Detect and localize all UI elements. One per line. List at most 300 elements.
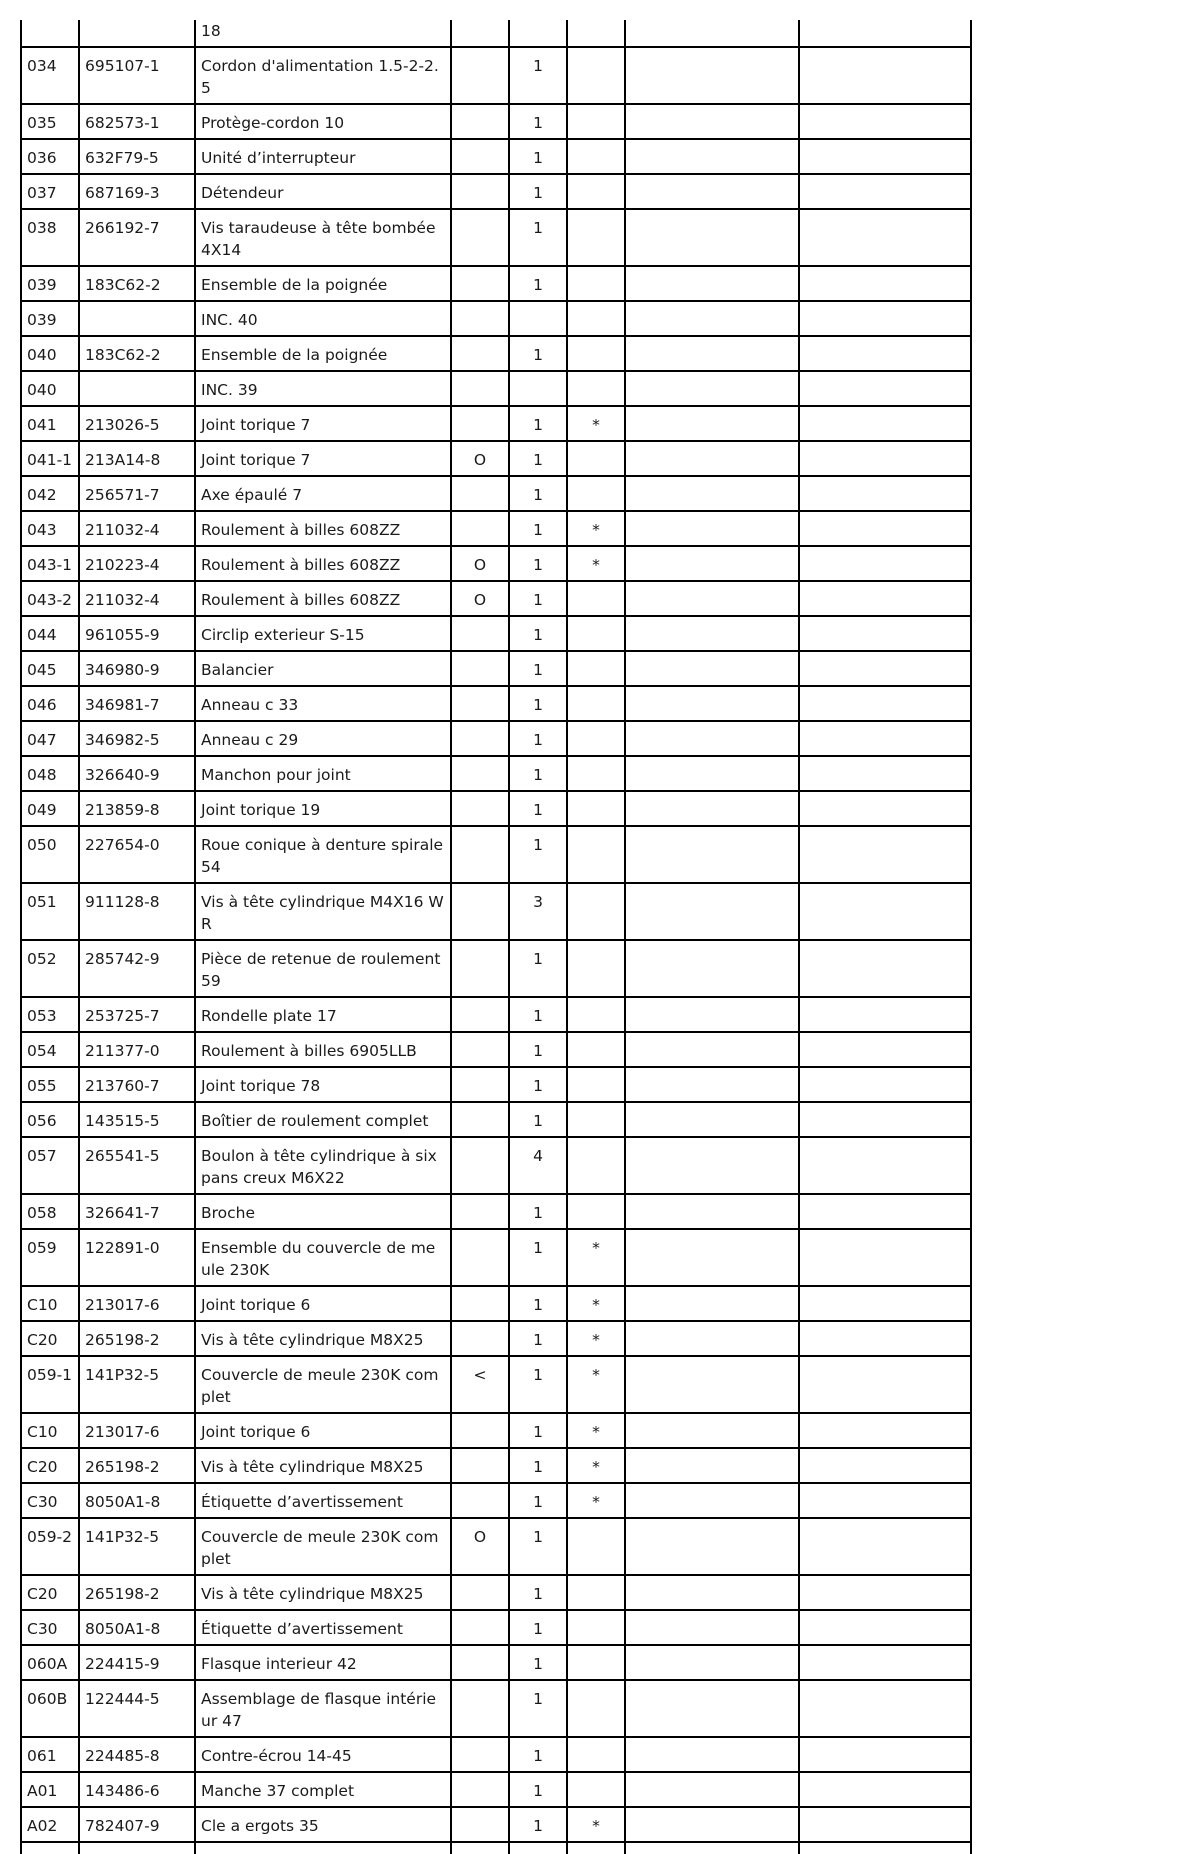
extra-cell xyxy=(799,104,971,139)
note-cell xyxy=(625,883,799,940)
table-row xyxy=(21,1575,971,1610)
table-row xyxy=(21,756,971,791)
item-no-cell: 034 xyxy=(21,47,79,104)
item-no-cell: 041 xyxy=(21,406,79,441)
mark-cell xyxy=(567,1137,625,1194)
mark-cell xyxy=(567,476,625,511)
option-cell xyxy=(451,1448,509,1483)
part-no-cell: 911128-8 xyxy=(79,883,195,940)
table-row xyxy=(21,1610,971,1645)
mark-cell xyxy=(567,651,625,686)
item-no-cell: A01 xyxy=(21,1772,79,1807)
item-no-cell: 041-1 xyxy=(21,441,79,476)
note-cell xyxy=(625,1413,799,1448)
option-cell xyxy=(451,266,509,301)
description-cell: Cle a ergots 35 xyxy=(195,1807,451,1842)
extra-cell xyxy=(799,581,971,616)
quantity-cell: 1 xyxy=(509,1194,567,1229)
item-no-cell: 043 xyxy=(21,511,79,546)
quantity-cell: 1 xyxy=(509,756,567,791)
quantity-cell: 1 xyxy=(509,1356,567,1413)
part-no-cell: 213017-6 xyxy=(79,1413,195,1448)
extra-cell xyxy=(799,1518,971,1575)
option-cell xyxy=(451,139,509,174)
description-cell: Vis à tête cylindrique M8X25 xyxy=(195,1321,451,1356)
note-cell xyxy=(625,1645,799,1680)
note-cell xyxy=(625,1067,799,1102)
note-cell xyxy=(625,1286,799,1321)
description-cell: Manche 37 complet xyxy=(195,1772,451,1807)
mark-cell xyxy=(567,940,625,997)
mark-cell xyxy=(567,104,625,139)
quantity-cell: 4 xyxy=(509,1137,567,1194)
note-cell xyxy=(625,476,799,511)
option-cell: O xyxy=(451,581,509,616)
extra-cell xyxy=(799,1807,971,1842)
extra-cell xyxy=(799,1575,971,1610)
quantity-cell: 1 xyxy=(509,1575,567,1610)
item-no-cell: 040 xyxy=(21,371,79,406)
table-row xyxy=(21,1413,971,1448)
option-cell xyxy=(451,826,509,883)
extra-cell xyxy=(799,174,971,209)
extra-cell xyxy=(799,441,971,476)
description-cell: Ensemble de la poignée xyxy=(195,336,451,371)
table-row xyxy=(21,1842,971,1854)
extra-cell xyxy=(799,1483,971,1518)
description-cell: Vis à tête cylindrique M8X25 xyxy=(195,1448,451,1483)
part-no-cell: 141P32-5 xyxy=(79,1356,195,1413)
item-no-cell: C20 xyxy=(21,1575,79,1610)
part-no-cell: 213026-5 xyxy=(79,406,195,441)
extra-cell xyxy=(799,940,971,997)
table-row xyxy=(21,997,971,1032)
note-cell xyxy=(625,826,799,883)
item-no-cell: 040 xyxy=(21,336,79,371)
item-no-cell: C20 xyxy=(21,1321,79,1356)
item-no-cell: 036 xyxy=(21,139,79,174)
item-no-cell: 045 xyxy=(21,651,79,686)
table-row xyxy=(21,441,971,476)
extra-cell xyxy=(799,1356,971,1413)
item-no-cell: 044 xyxy=(21,616,79,651)
parts-table-body xyxy=(21,20,971,1854)
quantity-cell: 1 xyxy=(509,1483,567,1518)
quantity-cell: 1 xyxy=(509,651,567,686)
description-cell: Pièce de retenue de roulement 59 xyxy=(195,940,451,997)
item-no-cell: 053 xyxy=(21,997,79,1032)
table-row xyxy=(21,651,971,686)
item-no-cell: C30 xyxy=(21,1483,79,1518)
item-no-cell: 055 xyxy=(21,1067,79,1102)
part-no-cell: 183C62-2 xyxy=(79,266,195,301)
mark-cell xyxy=(567,266,625,301)
option-cell: O xyxy=(451,546,509,581)
extra-cell xyxy=(799,371,971,406)
mark-cell xyxy=(567,1610,625,1645)
table-row xyxy=(21,1772,971,1807)
option-cell xyxy=(451,686,509,721)
table-row xyxy=(21,581,971,616)
quantity-cell: 1 xyxy=(509,1772,567,1807)
quantity-cell: 1 xyxy=(509,476,567,511)
option-cell xyxy=(451,940,509,997)
quantity-cell: 1 xyxy=(509,1680,567,1737)
note-cell xyxy=(625,174,799,209)
extra-cell xyxy=(799,1194,971,1229)
mark-cell: * xyxy=(567,511,625,546)
item-no-cell: 059 xyxy=(21,1229,79,1286)
table-row xyxy=(21,1737,971,1772)
part-no-cell: 961055-9 xyxy=(79,616,195,651)
mark-cell xyxy=(567,721,625,756)
option-cell xyxy=(451,883,509,940)
quantity-cell: 1 xyxy=(509,1610,567,1645)
item-no-cell: 060A xyxy=(21,1645,79,1680)
quantity-cell: 1 xyxy=(509,581,567,616)
quantity-cell: 1 xyxy=(509,266,567,301)
option-cell xyxy=(451,756,509,791)
part-no-cell: 285742-9 xyxy=(79,940,195,997)
table-row xyxy=(21,1067,971,1102)
option-cell xyxy=(451,997,509,1032)
description-cell: Étiquette d’avertissement xyxy=(195,1483,451,1518)
item-no-cell: 058 xyxy=(21,1194,79,1229)
note-cell xyxy=(625,581,799,616)
item-no-cell: 043-2 xyxy=(21,581,79,616)
note-cell xyxy=(625,1448,799,1483)
description-cell: Roulement à billes 608ZZ xyxy=(195,581,451,616)
mark-cell xyxy=(567,371,625,406)
item-no-cell: 051 xyxy=(21,883,79,940)
option-cell xyxy=(451,1032,509,1067)
note-cell xyxy=(625,511,799,546)
mark-cell xyxy=(567,1680,625,1737)
item-no-cell xyxy=(21,20,79,47)
item-no-cell: 046 xyxy=(21,686,79,721)
quantity-cell: 1 xyxy=(509,686,567,721)
note-cell xyxy=(625,209,799,266)
note-cell xyxy=(625,1229,799,1286)
extra-cell xyxy=(799,791,971,826)
extra-cell xyxy=(799,139,971,174)
extra-cell xyxy=(799,1772,971,1807)
table-row xyxy=(21,20,971,47)
table-row xyxy=(21,301,971,336)
mark-cell xyxy=(567,20,625,47)
part-no-cell: 632F79-5 xyxy=(79,139,195,174)
table-row xyxy=(21,1194,971,1229)
item-no-cell: 039 xyxy=(21,301,79,336)
quantity-cell: 1 xyxy=(509,1737,567,1772)
extra-cell xyxy=(799,883,971,940)
option-cell xyxy=(451,209,509,266)
option-cell xyxy=(451,616,509,651)
quantity-cell: 1 xyxy=(509,441,567,476)
extra-cell xyxy=(799,20,971,47)
description-cell: Joint torique 78 xyxy=(195,1067,451,1102)
part-no-cell xyxy=(79,20,195,47)
mark-cell xyxy=(567,1102,625,1137)
note-cell xyxy=(625,1842,799,1854)
option-cell xyxy=(451,1772,509,1807)
description-cell: Étiquette d’avertissement xyxy=(195,1610,451,1645)
extra-cell xyxy=(799,721,971,756)
quantity-cell: 1 xyxy=(509,47,567,104)
extra-cell xyxy=(799,1137,971,1194)
part-no-cell: 266192-7 xyxy=(79,209,195,266)
quantity-cell: 1 xyxy=(509,1448,567,1483)
extra-cell xyxy=(799,1448,971,1483)
mark-cell xyxy=(567,616,625,651)
option-cell xyxy=(451,1194,509,1229)
option-cell xyxy=(451,174,509,209)
mark-cell xyxy=(567,883,625,940)
table-row xyxy=(21,406,971,441)
note-cell xyxy=(625,686,799,721)
description-cell: Joint torique 6 xyxy=(195,1286,451,1321)
option-cell xyxy=(451,406,509,441)
quantity-cell: 1 xyxy=(509,209,567,266)
option-cell xyxy=(451,1737,509,1772)
item-no-cell: 060B xyxy=(21,1680,79,1737)
quantity-cell: 1 xyxy=(509,139,567,174)
option-cell xyxy=(451,1413,509,1448)
option-cell xyxy=(451,1807,509,1842)
extra-cell xyxy=(799,1229,971,1286)
option-cell: O xyxy=(451,1518,509,1575)
description-cell: Joint torique 6 xyxy=(195,1413,451,1448)
option-cell: O xyxy=(451,441,509,476)
mark-cell xyxy=(567,1032,625,1067)
description-cell: Joint torique 7 xyxy=(195,441,451,476)
table-row xyxy=(21,546,971,581)
item-no-cell: 054 xyxy=(21,1032,79,1067)
part-no-cell: 213017-6 xyxy=(79,1286,195,1321)
option-cell xyxy=(451,20,509,47)
description-cell: Axe épaulé 7 xyxy=(195,476,451,511)
mark-cell xyxy=(567,441,625,476)
table-row xyxy=(21,1286,971,1321)
extra-cell xyxy=(799,997,971,1032)
note-cell xyxy=(625,1737,799,1772)
mark-cell xyxy=(567,1067,625,1102)
part-no-cell xyxy=(79,371,195,406)
mark-cell xyxy=(567,301,625,336)
option-cell xyxy=(451,511,509,546)
mark-cell: * xyxy=(567,406,625,441)
option-cell xyxy=(451,371,509,406)
description-cell: Protège-cordon 10 xyxy=(195,104,451,139)
option-cell xyxy=(451,1842,509,1854)
option-cell xyxy=(451,1137,509,1194)
table-row xyxy=(21,616,971,651)
description-cell: Ensemble de la poignée xyxy=(195,266,451,301)
note-cell xyxy=(625,1356,799,1413)
note-cell xyxy=(625,997,799,1032)
table-row xyxy=(21,336,971,371)
note-cell xyxy=(625,1680,799,1737)
quantity-cell: 1 xyxy=(509,721,567,756)
description-cell: INC. 39 xyxy=(195,371,451,406)
part-no-cell: 253725-7 xyxy=(79,997,195,1032)
table-row xyxy=(21,1680,971,1737)
part-no-cell: 224415-9 xyxy=(79,1645,195,1680)
description-cell: Roulement à billes 608ZZ xyxy=(195,546,451,581)
description-cell: Boîtier de roulement complet xyxy=(195,1102,451,1137)
note-cell xyxy=(625,546,799,581)
table-row xyxy=(21,1229,971,1286)
part-no-cell: 695107-1 xyxy=(79,47,195,104)
note-cell xyxy=(625,20,799,47)
table-row xyxy=(21,1645,971,1680)
mark-cell: * xyxy=(567,1413,625,1448)
quantity-cell: 1 xyxy=(509,104,567,139)
option-cell xyxy=(451,1645,509,1680)
part-no-cell: 782407-9 xyxy=(79,1807,195,1842)
option-cell xyxy=(451,47,509,104)
extra-cell xyxy=(799,1737,971,1772)
part-no-cell: 213859-8 xyxy=(79,791,195,826)
part-no-cell: 326640-9 xyxy=(79,756,195,791)
option-cell xyxy=(451,791,509,826)
extra-cell xyxy=(799,1321,971,1356)
mark-cell xyxy=(567,209,625,266)
extra-cell xyxy=(799,546,971,581)
option-cell xyxy=(451,476,509,511)
mark-cell xyxy=(567,581,625,616)
item-no-cell: 049 xyxy=(21,791,79,826)
description-cell: Anneau c 29 xyxy=(195,721,451,756)
mark-cell: * xyxy=(567,1356,625,1413)
description-cell: Roue conique à denture spirale 54 xyxy=(195,826,451,883)
mark-cell xyxy=(567,1645,625,1680)
table-row xyxy=(21,686,971,721)
description-cell: Joint torique 19 xyxy=(195,791,451,826)
note-cell xyxy=(625,940,799,997)
description-cell: Couvercle de meule 230K complet xyxy=(195,1518,451,1575)
table-row xyxy=(21,883,971,940)
description-cell: Assemblage de flasque intérieur 47 xyxy=(195,1680,451,1737)
mark-cell: * xyxy=(567,1807,625,1842)
part-no-cell: 227654-0 xyxy=(79,826,195,883)
quantity-cell: 1 xyxy=(509,1102,567,1137)
option-cell xyxy=(451,301,509,336)
description-cell: 18 xyxy=(195,20,451,47)
table-row xyxy=(21,174,971,209)
item-no-cell: 057 xyxy=(21,1137,79,1194)
description-cell: Boulon à tête cylindrique à six pans creux M6X22 xyxy=(195,1137,451,1194)
quantity-cell: 1 xyxy=(509,940,567,997)
note-cell xyxy=(625,406,799,441)
quantity-cell: 1 xyxy=(509,336,567,371)
quantity-cell xyxy=(509,371,567,406)
description-cell: Balancier xyxy=(195,651,451,686)
option-cell xyxy=(451,1102,509,1137)
extra-cell xyxy=(799,301,971,336)
option-cell xyxy=(451,1483,509,1518)
note-cell xyxy=(625,1137,799,1194)
mark-cell xyxy=(567,1518,625,1575)
item-no-cell: 043-1 xyxy=(21,546,79,581)
note-cell xyxy=(625,1194,799,1229)
description-cell: Vis taraudeuse à tête bombée 4X14 xyxy=(195,209,451,266)
mark-cell: * xyxy=(567,1448,625,1483)
part-no-cell: 224485-8 xyxy=(79,1737,195,1772)
quantity-cell: 1 xyxy=(509,1807,567,1842)
part-no-cell: 143486-6 xyxy=(79,1772,195,1807)
quantity-cell: 1 xyxy=(509,826,567,883)
item-no-cell: 038 xyxy=(21,209,79,266)
quantity-cell: 1 xyxy=(509,1645,567,1680)
option-cell xyxy=(451,1229,509,1286)
part-no-cell xyxy=(79,1842,195,1854)
note-cell xyxy=(625,1483,799,1518)
option-cell xyxy=(451,721,509,756)
description-cell: Circlip exterieur S-15 xyxy=(195,616,451,651)
mark-cell: * xyxy=(567,546,625,581)
option-cell xyxy=(451,1321,509,1356)
mark-cell xyxy=(567,1575,625,1610)
quantity-cell: 1 xyxy=(509,1229,567,1286)
extra-cell xyxy=(799,1032,971,1067)
mark-cell xyxy=(567,1772,625,1807)
mark-cell xyxy=(567,997,625,1032)
mark-cell xyxy=(567,47,625,104)
description-cell: Manchon pour joint xyxy=(195,756,451,791)
extra-cell xyxy=(799,686,971,721)
item-no-cell: 059-1 xyxy=(21,1356,79,1413)
table-row xyxy=(21,47,971,104)
extra-cell xyxy=(799,826,971,883)
item-no-cell: 056 xyxy=(21,1102,79,1137)
extra-cell xyxy=(799,47,971,104)
extra-cell xyxy=(799,336,971,371)
note-cell xyxy=(625,1610,799,1645)
quantity-cell: 1 xyxy=(509,1032,567,1067)
mark-cell: * xyxy=(567,1286,625,1321)
mark-cell: * xyxy=(567,1483,625,1518)
table-row xyxy=(21,826,971,883)
mark-cell xyxy=(567,826,625,883)
note-cell xyxy=(625,1807,799,1842)
note-cell xyxy=(625,266,799,301)
note-cell xyxy=(625,616,799,651)
extra-cell xyxy=(799,1413,971,1448)
table-row xyxy=(21,1448,971,1483)
description-cell: Rondelle plate 17 xyxy=(195,997,451,1032)
description-cell: Couvercle de meule 230K complet xyxy=(195,1356,451,1413)
extra-cell xyxy=(799,1102,971,1137)
part-no-cell: 122444-5 xyxy=(79,1680,195,1737)
table-row xyxy=(21,940,971,997)
extra-cell xyxy=(799,651,971,686)
quantity-cell: 1 xyxy=(509,511,567,546)
mark-cell xyxy=(567,336,625,371)
note-cell xyxy=(625,336,799,371)
mark-cell: * xyxy=(567,1229,625,1286)
quantity-cell xyxy=(509,20,567,47)
description-cell: INC. 40 xyxy=(195,301,451,336)
part-no-cell: 256571-7 xyxy=(79,476,195,511)
description-cell: Broche xyxy=(195,1194,451,1229)
part-no-cell: 346982-5 xyxy=(79,721,195,756)
part-no-cell: 213760-7 xyxy=(79,1067,195,1102)
extra-cell xyxy=(799,1067,971,1102)
option-cell: < xyxy=(451,1356,509,1413)
note-cell xyxy=(625,1321,799,1356)
option-cell xyxy=(451,336,509,371)
